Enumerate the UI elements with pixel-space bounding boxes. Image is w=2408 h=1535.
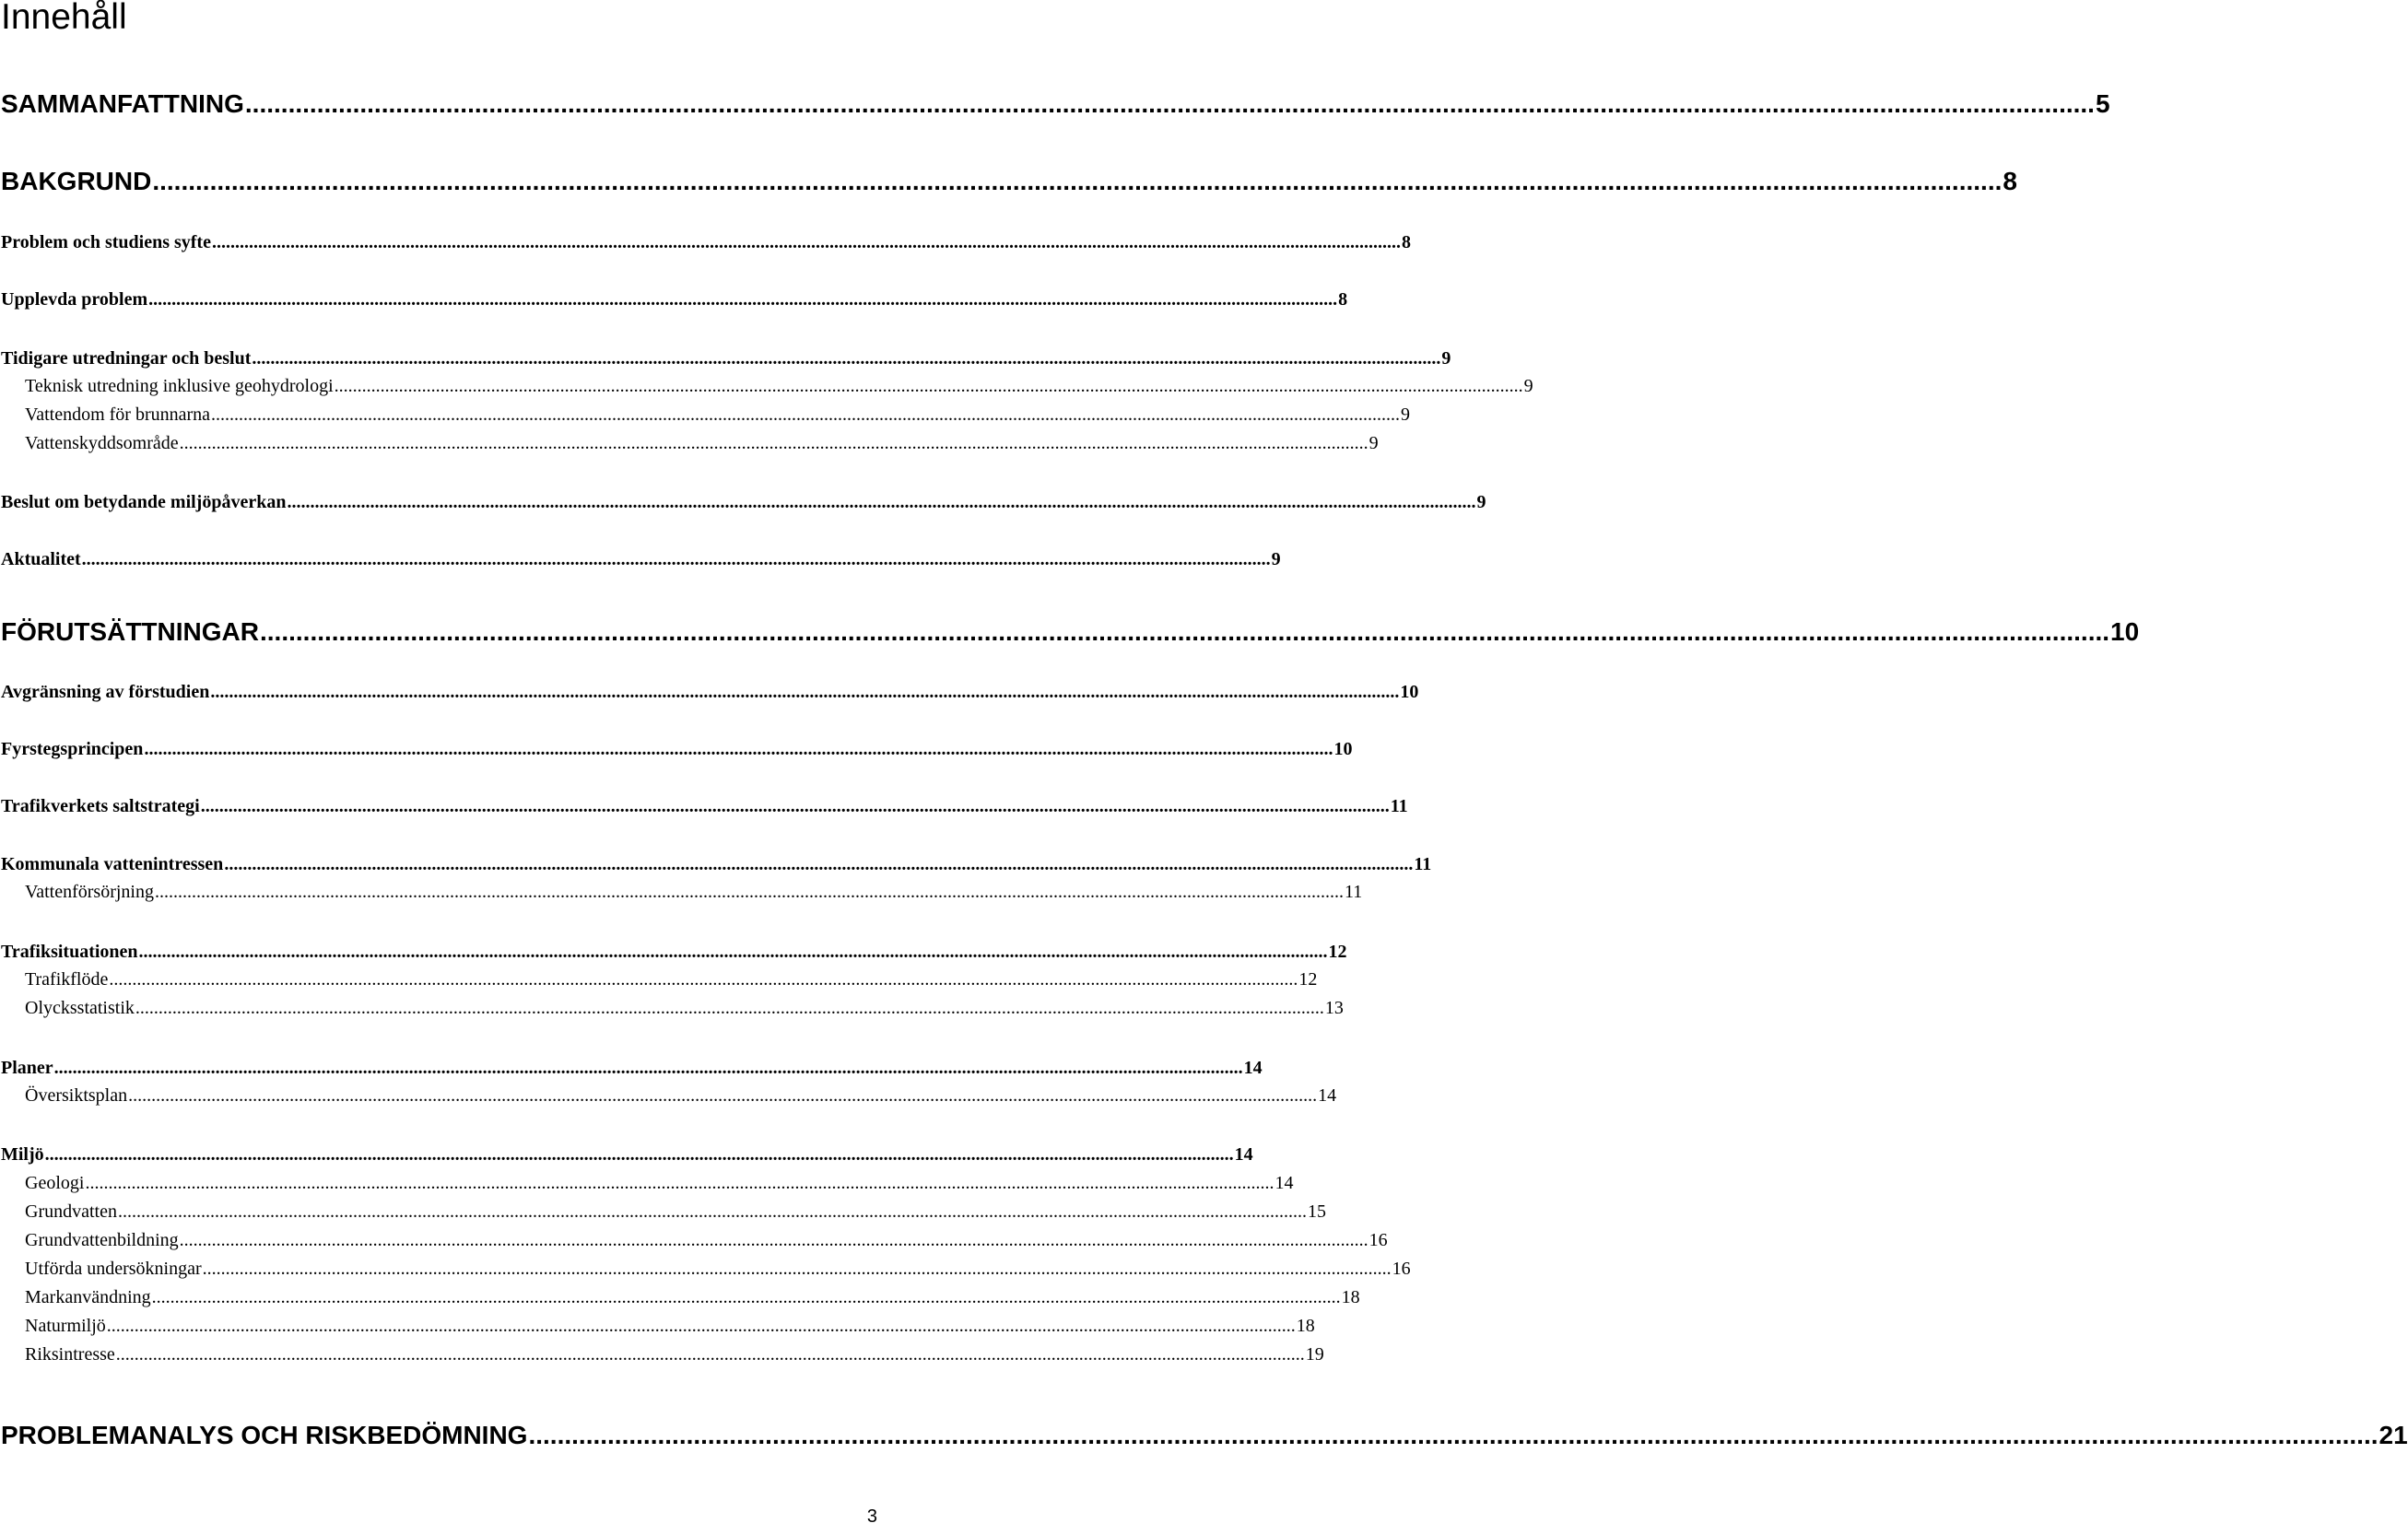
toc-entry-label: Upplevda problem xyxy=(1,289,148,310)
toc-entry-tidigare-utredningar[interactable] xyxy=(1,346,1451,370)
toc-entry-label: Översiktsplan xyxy=(25,1085,128,1106)
dot-leader: .................................................................................................................................................................................................................................................................. xyxy=(259,617,2110,646)
toc-entry-fyrstegsprincipen[interactable] xyxy=(1,737,1353,761)
toc-entry-page: 12 xyxy=(1298,969,1318,990)
toc-entry-label: Avgränsning av förstudien xyxy=(1,682,210,702)
toc-entry-utforda-undersokningar[interactable] xyxy=(25,1257,1411,1281)
toc-entry-page: 9 xyxy=(1368,433,1379,453)
toc-entry-teknisk-utredning[interactable] xyxy=(25,374,1533,398)
toc-entry-page: 8 xyxy=(1338,289,1348,310)
dot-leader: .................................................................................................................................................................................................................................................................. xyxy=(179,433,1368,453)
toc-entry-label: Vattenförsörjning xyxy=(25,882,154,902)
toc-entry-page: 10 xyxy=(2110,617,2140,646)
toc-entry-riksintresse[interactable] xyxy=(25,1342,1324,1366)
dot-leader: .................................................................................................................................................................................................................................................................. xyxy=(224,854,1414,874)
toc-entry-label: Tidigare utredningar och beslut xyxy=(1,348,252,369)
toc-entry-grundvattenbildning[interactable] xyxy=(25,1228,1388,1252)
page-title: Innehåll xyxy=(1,0,127,37)
toc-entry-page: 11 xyxy=(1414,854,1432,874)
toc-entry-olycksstatistik[interactable] xyxy=(25,996,1344,1020)
toc-entry-label: Geologi xyxy=(25,1173,85,1193)
dot-leader: .................................................................................................................................................................................................................................................................. xyxy=(106,1316,1296,1336)
toc-entry-markanvandning[interactable] xyxy=(25,1285,1360,1309)
dot-leader: .................................................................................................................................................................................................................................................................. xyxy=(334,376,1523,396)
toc-entry-page: 11 xyxy=(1344,882,1363,902)
dot-leader: .................................................................................................................................................................................................................................................................. xyxy=(202,1259,1392,1279)
toc-entry-page: 13 xyxy=(1324,998,1344,1018)
toc-entry-label: Naturmiljö xyxy=(25,1316,106,1336)
dot-leader: .................................................................................................................................................................................................................................................................. xyxy=(117,1201,1307,1222)
toc-entry-page: 14 xyxy=(1274,1173,1294,1193)
dot-leader: .................................................................................................................................................................................................................................................................. xyxy=(179,1230,1368,1250)
toc-entry-label: Grundvattenbildning xyxy=(25,1230,179,1250)
toc-entry-label: PROBLEMANALYS OCH RISKBEDÖMNING xyxy=(1,1421,528,1449)
toc-entry-label: Trafiksituationen xyxy=(1,942,138,962)
toc-entry-page: 14 xyxy=(1234,1144,1253,1165)
dot-leader: .................................................................................................................................................................................................................................................................. xyxy=(128,1085,1318,1106)
toc-entry-kommunala-vattenintressen[interactable] xyxy=(1,852,1432,876)
dot-leader: .................................................................................................................................................................................................................................................................. xyxy=(244,89,2095,118)
toc-entry-label: Fyrstegsprincipen xyxy=(1,739,144,759)
toc-entry-page: 9 xyxy=(1476,492,1486,512)
dot-leader: .................................................................................................................................................................................................................................................................. xyxy=(81,549,1271,569)
toc-entry-avgransning[interactable] xyxy=(1,680,1419,704)
dot-leader: .................................................................................................................................................................................................................................................................. xyxy=(109,969,1298,990)
dot-leader: .................................................................................................................................................................................................................................................................. xyxy=(85,1173,1274,1193)
toc-entry-label: Beslut om betydande miljöpåverkan xyxy=(1,492,287,512)
toc-entry-page: 15 xyxy=(1307,1201,1326,1222)
toc-entry-page: 5 xyxy=(2095,89,2110,118)
dot-leader: .................................................................................................................................................................................................................................................................. xyxy=(53,1058,1243,1078)
toc-entry-label: Kommunala vattenintressen xyxy=(1,854,224,874)
toc-entry-sammanfattning[interactable] xyxy=(1,88,2110,120)
toc-entry-label: Planer xyxy=(1,1058,53,1078)
toc-entry-page: 9 xyxy=(1441,348,1451,369)
toc-entry-label: Vattenskyddsområde xyxy=(25,433,179,453)
dot-leader: .................................................................................................................................................................................................................................................................. xyxy=(138,942,1328,962)
toc-entry-vattenskyddsomrade[interactable] xyxy=(25,431,1379,455)
dot-leader: .................................................................................................................................................................................................................................................................. xyxy=(154,882,1344,902)
toc-entry-page: 14 xyxy=(1243,1058,1263,1078)
toc-entry-page: 21 xyxy=(2379,1421,2408,1449)
toc-entry-page: 9 xyxy=(1401,404,1411,425)
toc-entry-page: 14 xyxy=(1318,1085,1337,1106)
toc-entry-label: Aktualitet xyxy=(1,549,81,569)
dot-leader: .................................................................................................................................................................................................................................................................. xyxy=(135,998,1324,1018)
dot-leader: .................................................................................................................................................................................................................................................................. xyxy=(211,404,1401,425)
toc-entry-upplevda-problem[interactable] xyxy=(1,287,1348,311)
toc-entry-label: Olycksstatistik xyxy=(25,998,135,1018)
toc-entry-page: 16 xyxy=(1368,1230,1388,1250)
toc-entry-label: Markanvändning xyxy=(25,1287,151,1307)
toc-entry-naturmiljo[interactable] xyxy=(25,1314,1315,1338)
toc-entry-page: 8 xyxy=(1401,232,1411,252)
toc-entry-page: 11 xyxy=(1390,796,1408,816)
toc-entry-label: BAKGRUND xyxy=(1,167,152,195)
dot-leader: .................................................................................................................................................................................................................................................................. xyxy=(211,232,1401,252)
toc-entry-vattendom[interactable] xyxy=(25,403,1411,427)
toc-entry-grundvatten[interactable] xyxy=(25,1200,1326,1224)
toc-entry-page: 16 xyxy=(1392,1259,1411,1279)
toc-entry-beslut-miljopaverkan[interactable] xyxy=(1,490,1486,514)
toc-entry-label: Utförda undersökningar xyxy=(25,1259,202,1279)
toc-entry-trafiksituationen[interactable] xyxy=(1,940,1347,964)
dot-leader: .................................................................................................................................................................................................................................................................. xyxy=(152,167,2003,195)
toc-entry-page: 10 xyxy=(1333,739,1353,759)
dot-leader: .................................................................................................................................................................................................................................................................. xyxy=(200,796,1390,816)
toc-entry-saltstrategi[interactable] xyxy=(1,794,1408,818)
dot-leader: .................................................................................................................................................................................................................................................................. xyxy=(210,682,1400,702)
dot-leader: .................................................................................................................................................................................................................................................................. xyxy=(528,1421,2379,1449)
toc-entry-vattenforsorjning[interactable] xyxy=(25,880,1363,904)
toc-entry-page: 19 xyxy=(1305,1344,1324,1365)
dot-leader: .................................................................................................................................................................................................................................................................. xyxy=(287,492,1476,512)
dot-leader: .................................................................................................................................................................................................................................................................. xyxy=(44,1144,1234,1165)
toc-entry-miljo[interactable] xyxy=(1,1142,1253,1166)
toc-entry-page: 9 xyxy=(1271,549,1281,569)
toc-entry-label: FÖRUTSÄTTNINGAR xyxy=(1,617,259,646)
toc-entry-label: Miljö xyxy=(1,1144,44,1165)
toc-entry-geologi[interactable] xyxy=(25,1171,1294,1195)
dot-leader: .................................................................................................................................................................................................................................................................. xyxy=(151,1287,1341,1307)
toc-entry-page: 18 xyxy=(1296,1316,1315,1336)
toc-entry-label: Problem och studiens syfte xyxy=(1,232,211,252)
toc-entry-problemanalys[interactable] xyxy=(1,1420,2408,1451)
toc-entry-label: Vattendom för brunnarna xyxy=(25,404,211,425)
toc-entry-planer[interactable] xyxy=(1,1056,1263,1080)
toc-entry-bakgrund[interactable] xyxy=(1,166,2017,197)
toc-entry-page: 12 xyxy=(1328,942,1347,962)
dot-leader: .................................................................................................................................................................................................................................................................. xyxy=(252,348,1441,369)
toc-entry-page: 9 xyxy=(1523,376,1533,396)
dot-leader: .................................................................................................................................................................................................................................................................. xyxy=(115,1344,1305,1365)
toc-entry-page: 8 xyxy=(2003,167,2017,195)
toc-entry-label: Trafikverkets saltstrategi xyxy=(1,796,200,816)
dot-leader: .................................................................................................................................................................................................................................................................. xyxy=(144,739,1333,759)
toc-entry-problem-och-studiens-syfte[interactable] xyxy=(1,230,1411,254)
toc-entry-aktualitet[interactable] xyxy=(1,547,1281,571)
dot-leader: .................................................................................................................................................................................................................................................................. xyxy=(148,289,1338,310)
toc-entry-label: Teknisk utredning inklusive geohydrologi xyxy=(25,376,334,396)
toc-entry-label: SAMMANFATTNING xyxy=(1,89,244,118)
toc-entry-oversiktsplan[interactable] xyxy=(25,1084,1337,1107)
toc-entry-label: Grundvatten xyxy=(25,1201,117,1222)
page-number: 3 xyxy=(866,1506,877,1527)
toc-entry-forutsattningar[interactable] xyxy=(1,616,2140,648)
toc-entry-label: Trafikflöde xyxy=(25,969,109,990)
toc-entry-label: Riksintresse xyxy=(25,1344,115,1365)
toc-entry-page: 10 xyxy=(1400,682,1419,702)
toc-entry-page: 18 xyxy=(1341,1287,1360,1307)
toc-entry-trafikflode[interactable] xyxy=(25,967,1318,991)
